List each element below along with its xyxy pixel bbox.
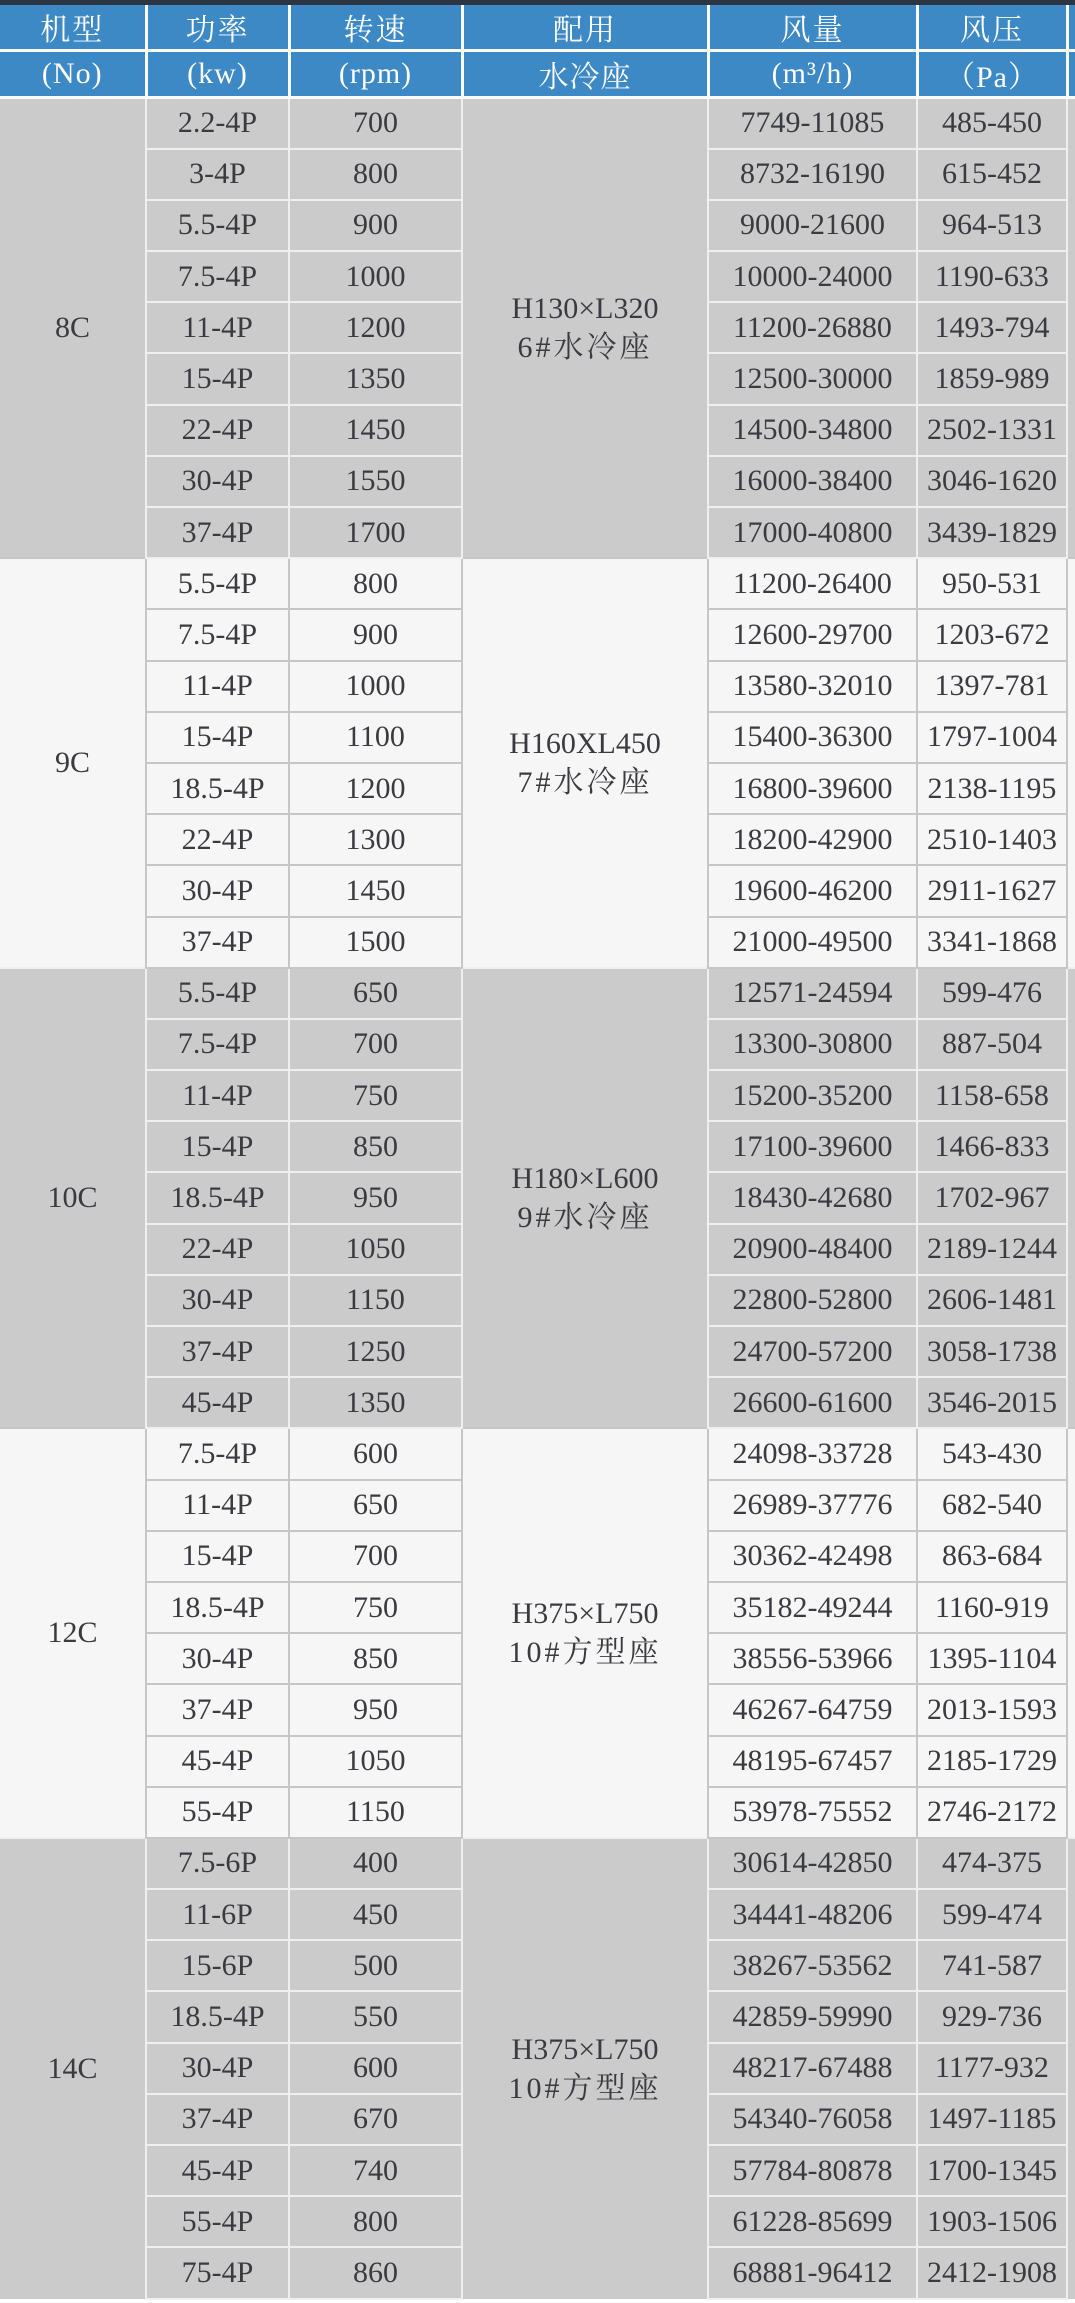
pressure-cell: 1177-932 — [917, 2043, 1067, 2094]
pressure-cell: 863-684 — [917, 1531, 1067, 1582]
pressure-cell: 3546-2015 — [917, 1377, 1067, 1428]
volume-cell: 13300-30800 — [708, 1019, 917, 1070]
seat-cell — [462, 98, 708, 559]
volume-cell: 19600-46200 — [708, 865, 917, 916]
speed-cell: 1450 — [289, 865, 462, 916]
speed-cell: 750 — [289, 1582, 462, 1633]
speed-cell: 450 — [289, 1889, 462, 1940]
power-cell: 30-4P — [146, 2043, 289, 2094]
power-cell: 11-6P — [146, 1889, 289, 1940]
speed-cell: 1350 — [289, 353, 462, 404]
seat-size: H180×L600 — [511, 1162, 659, 1196]
speed-cell: 1200 — [289, 763, 462, 814]
speed-cell: 1350 — [289, 1377, 462, 1428]
power-cell: 7.5-4P — [146, 609, 289, 660]
power-cell: 30-4P — [146, 1633, 289, 1684]
volume-cell: 17100-39600 — [708, 1121, 917, 1172]
model-cell: 12C — [0, 1428, 146, 1838]
pressure-cell: 929-736 — [917, 1991, 1067, 2042]
speed-cell: 900 — [289, 200, 462, 251]
pressure-cell: 2502-1331 — [917, 405, 1067, 456]
volume-cell: 48217-67488 — [708, 2043, 917, 2094]
pressure-cell: 2510-1403 — [917, 814, 1067, 865]
volume-cell: 10000-24000 — [708, 251, 917, 302]
header-seat: 配用 — [462, 5, 708, 51]
power-cell: 15-4P — [146, 1121, 289, 1172]
pressure-cell: 485-450 — [917, 98, 1067, 149]
power-cell: 11-4P — [146, 1070, 289, 1121]
power-cell: 5.5-4P — [146, 558, 289, 609]
pressure-cell: 1190-633 — [917, 251, 1067, 302]
volume-cell: 11200-26400 — [708, 558, 917, 609]
pressure-cell: 682-540 — [917, 1480, 1067, 1531]
pressure-cell: 2013-1593 — [917, 1684, 1067, 1735]
volume-cell: 18430-42680 — [708, 1172, 917, 1223]
power-cell: 18.5-4P — [146, 1172, 289, 1223]
power-cell: 45-4P — [146, 1736, 289, 1787]
speed-cell: 1150 — [289, 1275, 462, 1326]
pressure-cell: 1397-781 — [917, 661, 1067, 712]
pressure-cell: 1497-1185 — [917, 2094, 1067, 2145]
table-row — [0, 558, 1075, 609]
model-cell: 9C — [0, 558, 146, 968]
header-pressure: 风压 — [917, 5, 1067, 51]
power-cell: 37-4P — [146, 917, 289, 968]
volume-cell: 8732-16190 — [708, 149, 917, 200]
seat-size: H375×L750 — [511, 1597, 659, 1631]
power-cell: 30-4P — [146, 865, 289, 916]
speed-cell: 500 — [289, 1940, 462, 1991]
power-cell: 37-4P — [146, 1684, 289, 1735]
pressure-cell: 964-513 — [917, 200, 1067, 251]
volume-cell: 38556-53966 — [708, 1633, 917, 1684]
pressure-cell: 1859-989 — [917, 353, 1067, 404]
pressure-cell: 2606-1481 — [917, 1275, 1067, 1326]
pressure-cell: 2911-1627 — [917, 865, 1067, 916]
pressure-cell: 1797-1004 — [917, 712, 1067, 763]
volume-cell: 11200-26880 — [708, 302, 917, 353]
edge-cell — [1067, 1428, 1075, 1838]
speed-cell: 1250 — [289, 1326, 462, 1377]
volume-cell: 34441-48206 — [708, 1889, 917, 1940]
header-power-unit: (kw) — [146, 51, 289, 98]
seat-size: H375×L750 — [511, 2032, 659, 2066]
power-cell: 45-4P — [146, 2145, 289, 2196]
volume-cell: 7749-11085 — [708, 98, 917, 149]
pressure-cell: 2746-2172 — [917, 1787, 1067, 1838]
volume-cell: 38267-53562 — [708, 1940, 917, 1991]
pressure-cell: 543-430 — [917, 1428, 1067, 1479]
seat-cell — [462, 1428, 708, 1838]
volume-cell: 24098-33728 — [708, 1428, 917, 1479]
header-pressure-unit: （Pa） — [917, 51, 1067, 98]
header-edge — [1067, 5, 1075, 51]
power-cell: 55-4P — [146, 1787, 289, 1838]
pressure-cell: 474-375 — [917, 1838, 1067, 1889]
speed-cell: 800 — [289, 149, 462, 200]
section-9C — [0, 558, 1075, 968]
power-cell: 22-4P — [146, 1224, 289, 1275]
volume-cell: 20900-48400 — [708, 1224, 917, 1275]
header-title-row — [0, 5, 1075, 51]
power-cell: 11-4P — [146, 661, 289, 712]
pressure-cell: 1493-794 — [917, 302, 1067, 353]
pressure-cell: 1395-1104 — [917, 1633, 1067, 1684]
pressure-cell: 615-452 — [917, 149, 1067, 200]
power-cell: 11-4P — [146, 1480, 289, 1531]
power-cell: 22-4P — [146, 405, 289, 456]
pressure-cell: 1203-672 — [917, 609, 1067, 660]
speed-cell: 860 — [289, 2247, 462, 2298]
volume-cell: 30614-42850 — [708, 1838, 917, 1889]
pressure-cell: 1903-1506 — [917, 2196, 1067, 2247]
speed-cell: 800 — [289, 2196, 462, 2247]
power-cell: 75-4P — [146, 2247, 289, 2298]
pressure-cell: 2189-1244 — [917, 1224, 1067, 1275]
header-airflow-unit: (m³/h) — [708, 51, 917, 98]
volume-cell: 26989-37776 — [708, 1480, 917, 1531]
volume-cell: 42859-59990 — [708, 1991, 917, 2042]
power-cell: 15-4P — [146, 353, 289, 404]
power-cell: 30-4P — [146, 1275, 289, 1326]
edge-cell — [1067, 968, 1075, 1429]
seat-type: 6#水冷座 — [517, 331, 653, 365]
volume-cell: 13580-32010 — [708, 661, 917, 712]
pressure-cell: 1700-1345 — [917, 2145, 1067, 2196]
volume-cell: 21000-49500 — [708, 917, 917, 968]
power-cell: 22-4P — [146, 814, 289, 865]
speed-cell: 1550 — [289, 456, 462, 507]
speed-cell: 1000 — [289, 661, 462, 712]
pressure-cell: 599-474 — [917, 1889, 1067, 1940]
speed-cell: 850 — [289, 1121, 462, 1172]
power-cell: 37-4P — [146, 2094, 289, 2145]
speed-cell: 1300 — [289, 814, 462, 865]
section-10C — [0, 968, 1075, 1429]
seat-type: 9#水冷座 — [517, 1201, 653, 1235]
speed-cell: 400 — [289, 1838, 462, 1889]
edge-cell — [1067, 558, 1075, 968]
speed-cell: 900 — [289, 609, 462, 660]
power-cell: 11-4P — [146, 302, 289, 353]
speed-cell: 670 — [289, 2094, 462, 2145]
speed-cell: 740 — [289, 2145, 462, 2196]
pressure-cell: 2185-1729 — [917, 1736, 1067, 1787]
volume-cell: 15200-35200 — [708, 1070, 917, 1121]
volume-cell: 54340-76058 — [708, 2094, 917, 2145]
speed-cell: 950 — [289, 1684, 462, 1735]
speed-cell: 1450 — [289, 405, 462, 456]
speed-cell: 650 — [289, 968, 462, 1019]
power-cell: 15-4P — [146, 1531, 289, 1582]
seat-cell — [462, 1838, 708, 2299]
speed-cell: 1050 — [289, 1736, 462, 1787]
volume-cell: 48195-67457 — [708, 1736, 917, 1787]
pressure-cell: 3439-1829 — [917, 507, 1067, 558]
speed-cell: 650 — [289, 1480, 462, 1531]
speed-cell: 1200 — [289, 302, 462, 353]
pressure-cell: 950-531 — [917, 558, 1067, 609]
table-row — [0, 98, 1075, 149]
volume-cell: 16800-39600 — [708, 763, 917, 814]
seat-size: H130×L320 — [511, 292, 659, 326]
power-cell: 2.2-4P — [146, 98, 289, 149]
volume-cell: 14500-34800 — [708, 405, 917, 456]
power-cell: 7.5-4P — [146, 251, 289, 302]
volume-cell: 57784-80878 — [708, 2145, 917, 2196]
table-row — [0, 1428, 1075, 1479]
speed-cell: 600 — [289, 2043, 462, 2094]
pressure-cell: 1702-967 — [917, 1172, 1067, 1223]
seat-type: 10#方型座 — [508, 1636, 662, 1670]
header-edge — [1067, 51, 1075, 98]
power-cell: 7.5-4P — [146, 1019, 289, 1070]
volume-cell: 9000-21600 — [708, 200, 917, 251]
seat-type: 7#水冷座 — [517, 765, 653, 799]
power-cell: 55-4P — [146, 2196, 289, 2247]
pressure-cell: 2412-1908 — [917, 2247, 1067, 2298]
volume-cell: 46267-64759 — [708, 1684, 917, 1735]
pressure-cell: 741-587 — [917, 1940, 1067, 1991]
speed-cell: 550 — [289, 1991, 462, 2042]
power-cell: 18.5-4P — [146, 1991, 289, 2042]
pressure-cell: 2138-1195 — [917, 763, 1067, 814]
power-cell: 18.5-4P — [146, 763, 289, 814]
volume-cell: 12571-24594 — [708, 968, 917, 1019]
pressure-cell: 3058-1738 — [917, 1326, 1067, 1377]
power-cell: 37-4P — [146, 1326, 289, 1377]
volume-cell: 15400-36300 — [708, 712, 917, 763]
power-cell: 45-4P — [146, 1377, 289, 1428]
speed-cell: 1700 — [289, 507, 462, 558]
speed-cell: 700 — [289, 1531, 462, 1582]
section-8C — [0, 98, 1075, 559]
speed-cell: 1500 — [289, 917, 462, 968]
power-cell: 18.5-4P — [146, 1582, 289, 1633]
pressure-cell: 3046-1620 — [917, 456, 1067, 507]
volume-cell: 17000-40800 — [708, 507, 917, 558]
header-speed-unit: (rpm) — [289, 51, 462, 98]
power-cell: 30-4P — [146, 456, 289, 507]
table-row — [0, 968, 1075, 1019]
pressure-cell: 599-476 — [917, 968, 1067, 1019]
volume-cell: 35182-49244 — [708, 1582, 917, 1633]
table-header — [0, 5, 1075, 98]
volume-cell: 61228-85699 — [708, 2196, 917, 2247]
speed-cell: 950 — [289, 1172, 462, 1223]
speed-cell: 700 — [289, 1019, 462, 1070]
section-14C — [0, 1838, 1075, 2299]
header-model-unit: (No) — [0, 51, 146, 98]
header-speed: 转速 — [289, 5, 462, 51]
volume-cell: 22800-52800 — [708, 1275, 917, 1326]
power-cell: 15-6P — [146, 1940, 289, 1991]
header-model: 机型 — [0, 5, 146, 51]
fan-spec-table — [0, 5, 1075, 2300]
speed-cell: 750 — [289, 1070, 462, 1121]
power-cell: 7.5-4P — [146, 1428, 289, 1479]
header-seat-unit: 水冷座 — [462, 51, 708, 98]
volume-cell: 26600-61600 — [708, 1377, 917, 1428]
volume-cell: 18200-42900 — [708, 814, 917, 865]
power-cell: 5.5-4P — [146, 200, 289, 251]
pressure-cell: 3341-1868 — [917, 917, 1067, 968]
volume-cell: 16000-38400 — [708, 456, 917, 507]
model-cell: 14C — [0, 1838, 146, 2299]
speed-cell: 1150 — [289, 1787, 462, 1838]
seat-cell — [462, 558, 708, 968]
edge-cell — [1067, 1838, 1075, 2299]
volume-cell: 12500-30000 — [708, 353, 917, 404]
header-unit-row — [0, 51, 1075, 98]
power-cell: 7.5-6P — [146, 1838, 289, 1889]
pressure-cell: 887-504 — [917, 1019, 1067, 1070]
table-row — [0, 1838, 1075, 1889]
model-cell: 8C — [0, 98, 146, 559]
pressure-cell: 1160-919 — [917, 1582, 1067, 1633]
power-cell: 15-4P — [146, 712, 289, 763]
model-cell: 10C — [0, 968, 146, 1429]
speed-cell: 1000 — [289, 251, 462, 302]
speed-cell: 600 — [289, 1428, 462, 1479]
volume-cell: 53978-75552 — [708, 1787, 917, 1838]
volume-cell: 30362-42498 — [708, 1531, 917, 1582]
volume-cell: 12600-29700 — [708, 609, 917, 660]
power-cell: 3-4P — [146, 149, 289, 200]
section-12C — [0, 1428, 1075, 1838]
volume-cell: 68881-96412 — [708, 2247, 917, 2298]
speed-cell: 1050 — [289, 1224, 462, 1275]
power-cell: 37-4P — [146, 507, 289, 558]
speed-cell: 800 — [289, 558, 462, 609]
edge-cell — [1067, 98, 1075, 559]
speed-cell: 1100 — [289, 712, 462, 763]
volume-cell: 24700-57200 — [708, 1326, 917, 1377]
header-airflow: 风量 — [708, 5, 917, 51]
pressure-cell: 1158-658 — [917, 1070, 1067, 1121]
speed-cell: 850 — [289, 1633, 462, 1684]
seat-type: 10#方型座 — [508, 2071, 662, 2105]
seat-cell — [462, 968, 708, 1429]
power-cell: 5.5-4P — [146, 968, 289, 1019]
pressure-cell: 1466-833 — [917, 1121, 1067, 1172]
header-power: 功率 — [146, 5, 289, 51]
speed-cell: 700 — [289, 98, 462, 149]
seat-size: H160XL450 — [509, 726, 661, 760]
